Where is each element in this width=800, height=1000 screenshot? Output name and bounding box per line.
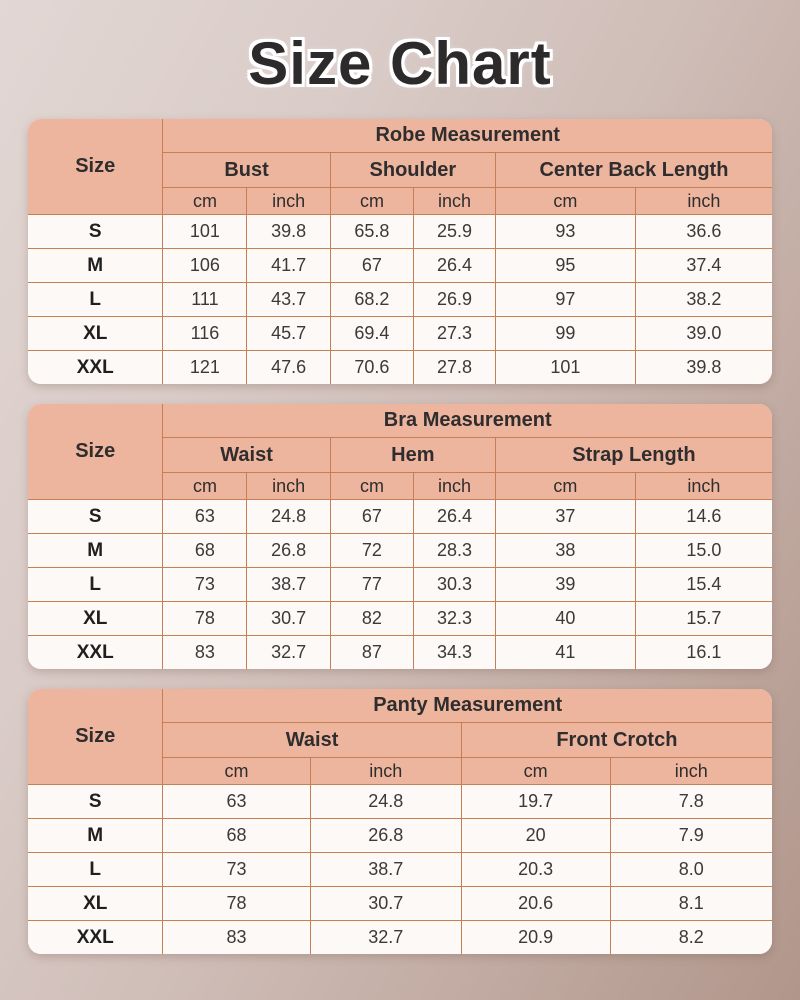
- unit-header: inch: [611, 758, 772, 785]
- value-cell: 40: [496, 602, 636, 636]
- size-cell: M: [28, 534, 163, 568]
- table-row: [28, 636, 772, 669]
- value-cell: 30.7: [247, 602, 330, 636]
- value-cell: 83: [163, 921, 310, 954]
- value-cell: 37.4: [636, 249, 772, 283]
- column-group-header: Center Back Length: [496, 153, 772, 188]
- unit-header: cm: [496, 473, 636, 500]
- table-title: Panty Measurement: [163, 689, 772, 723]
- size-column-header: Size: [28, 404, 163, 500]
- column-group-header: Waist: [163, 438, 330, 473]
- value-cell: 32.7: [311, 921, 462, 954]
- value-cell: 70.6: [331, 351, 414, 384]
- value-cell: 15.7: [636, 602, 772, 636]
- value-cell: 8.0: [611, 853, 772, 887]
- value-cell: 87: [331, 636, 414, 669]
- value-cell: 41.7: [247, 249, 330, 283]
- size-cell: XL: [28, 887, 163, 921]
- unit-header: cm: [462, 758, 611, 785]
- column-group-header: Strap Length: [496, 438, 772, 473]
- unit-header: cm: [163, 188, 247, 215]
- table-row: [28, 283, 772, 317]
- value-cell: 101: [163, 215, 247, 249]
- value-cell: 73: [163, 568, 247, 602]
- value-cell: 72: [331, 534, 414, 568]
- bra-measurement-table: [28, 404, 772, 669]
- size-cell: L: [28, 283, 163, 317]
- column-group-header: Shoulder: [331, 153, 496, 188]
- table-row: [28, 215, 772, 249]
- value-cell: 38.2: [636, 283, 772, 317]
- value-cell: 26.8: [247, 534, 330, 568]
- value-cell: 20.9: [462, 921, 611, 954]
- table-row: [28, 351, 772, 384]
- value-cell: 63: [163, 500, 247, 534]
- value-cell: 77: [331, 568, 414, 602]
- value-cell: 78: [163, 602, 247, 636]
- value-cell: 28.3: [414, 534, 496, 568]
- value-cell: 38.7: [247, 568, 330, 602]
- value-cell: 41: [496, 636, 636, 669]
- value-cell: 14.6: [636, 500, 772, 534]
- table-row: [28, 853, 772, 887]
- panty-measurement-table: [28, 689, 772, 954]
- unit-header: inch: [636, 473, 772, 500]
- value-cell: 38: [496, 534, 636, 568]
- value-cell: 65.8: [331, 215, 414, 249]
- size-cell: XXL: [28, 351, 163, 384]
- value-cell: 47.6: [247, 351, 330, 384]
- table-row: [28, 568, 772, 602]
- size-cell: XL: [28, 317, 163, 351]
- column-group-header: Bust: [163, 153, 330, 188]
- value-cell: 32.7: [247, 636, 330, 669]
- value-cell: 39.0: [636, 317, 772, 351]
- value-cell: 36.6: [636, 215, 772, 249]
- value-cell: 24.8: [247, 500, 330, 534]
- size-cell: XXL: [28, 636, 163, 669]
- value-cell: 15.4: [636, 568, 772, 602]
- size-tables-container: [0, 119, 800, 954]
- value-cell: 43.7: [247, 283, 330, 317]
- value-cell: 121: [163, 351, 247, 384]
- table-row: [28, 500, 772, 534]
- table-row: [28, 534, 772, 568]
- value-cell: 73: [163, 853, 310, 887]
- unit-header: inch: [311, 758, 462, 785]
- value-cell: 20.6: [462, 887, 611, 921]
- size-cell: L: [28, 853, 163, 887]
- panty-measurement-table-wrap: [28, 689, 772, 954]
- unit-header: inch: [247, 473, 330, 500]
- value-cell: 37: [496, 500, 636, 534]
- table-row: [28, 921, 772, 954]
- value-cell: 30.7: [311, 887, 462, 921]
- value-cell: 106: [163, 249, 247, 283]
- table-title: Bra Measurement: [163, 404, 772, 438]
- value-cell: 20.3: [462, 853, 611, 887]
- value-cell: 26.4: [414, 500, 496, 534]
- value-cell: 39.8: [247, 215, 330, 249]
- value-cell: 67: [331, 249, 414, 283]
- value-cell: 19.7: [462, 785, 611, 819]
- value-cell: 97: [496, 283, 636, 317]
- unit-header: cm: [163, 758, 310, 785]
- table-row: [28, 249, 772, 283]
- value-cell: 67: [331, 500, 414, 534]
- value-cell: 26.9: [414, 283, 496, 317]
- value-cell: 95: [496, 249, 636, 283]
- value-cell: 83: [163, 636, 247, 669]
- value-cell: 101: [496, 351, 636, 384]
- size-cell: L: [28, 568, 163, 602]
- value-cell: 68.2: [331, 283, 414, 317]
- value-cell: 20: [462, 819, 611, 853]
- value-cell: 45.7: [247, 317, 330, 351]
- value-cell: 68: [163, 819, 310, 853]
- value-cell: 69.4: [331, 317, 414, 351]
- size-cell: M: [28, 249, 163, 283]
- unit-header: cm: [163, 473, 247, 500]
- value-cell: 30.3: [414, 568, 496, 602]
- table-row: [28, 317, 772, 351]
- unit-header: inch: [247, 188, 330, 215]
- table-row: [28, 602, 772, 636]
- size-cell: S: [28, 215, 163, 249]
- size-column-header: Size: [28, 689, 163, 785]
- column-group-header: Front Crotch: [462, 723, 772, 758]
- page-title: Size Chart: [248, 30, 552, 97]
- table-title: Robe Measurement: [163, 119, 772, 153]
- size-cell: S: [28, 500, 163, 534]
- value-cell: 8.2: [611, 921, 772, 954]
- value-cell: 82: [331, 602, 414, 636]
- value-cell: 25.9: [414, 215, 496, 249]
- column-group-header: Waist: [163, 723, 461, 758]
- unit-header: inch: [636, 188, 772, 215]
- value-cell: 39: [496, 568, 636, 602]
- size-cell: S: [28, 785, 163, 819]
- robe-measurement-table-wrap: [28, 119, 772, 384]
- robe-measurement-table: [28, 119, 772, 384]
- value-cell: 34.3: [414, 636, 496, 669]
- size-column-header: Size: [28, 119, 163, 215]
- unit-header: inch: [414, 473, 496, 500]
- value-cell: 38.7: [311, 853, 462, 887]
- value-cell: 15.0: [636, 534, 772, 568]
- unit-header: cm: [496, 188, 636, 215]
- value-cell: 32.3: [414, 602, 496, 636]
- value-cell: 26.4: [414, 249, 496, 283]
- value-cell: 27.8: [414, 351, 496, 384]
- table-row: [28, 819, 772, 853]
- unit-header: inch: [414, 188, 496, 215]
- value-cell: 93: [496, 215, 636, 249]
- value-cell: 7.9: [611, 819, 772, 853]
- value-cell: 63: [163, 785, 310, 819]
- size-cell: XL: [28, 602, 163, 636]
- value-cell: 99: [496, 317, 636, 351]
- bra-measurement-table-wrap: [28, 404, 772, 669]
- value-cell: 8.1: [611, 887, 772, 921]
- value-cell: 68: [163, 534, 247, 568]
- table-row: [28, 785, 772, 819]
- value-cell: 39.8: [636, 351, 772, 384]
- column-group-header: Hem: [331, 438, 496, 473]
- value-cell: 78: [163, 887, 310, 921]
- value-cell: 116: [163, 317, 247, 351]
- unit-header: cm: [331, 188, 414, 215]
- value-cell: 26.8: [311, 819, 462, 853]
- value-cell: 16.1: [636, 636, 772, 669]
- value-cell: 7.8: [611, 785, 772, 819]
- size-cell: XXL: [28, 921, 163, 954]
- value-cell: 24.8: [311, 785, 462, 819]
- value-cell: 27.3: [414, 317, 496, 351]
- unit-header: cm: [331, 473, 414, 500]
- table-row: [28, 887, 772, 921]
- size-cell: M: [28, 819, 163, 853]
- value-cell: 111: [163, 283, 247, 317]
